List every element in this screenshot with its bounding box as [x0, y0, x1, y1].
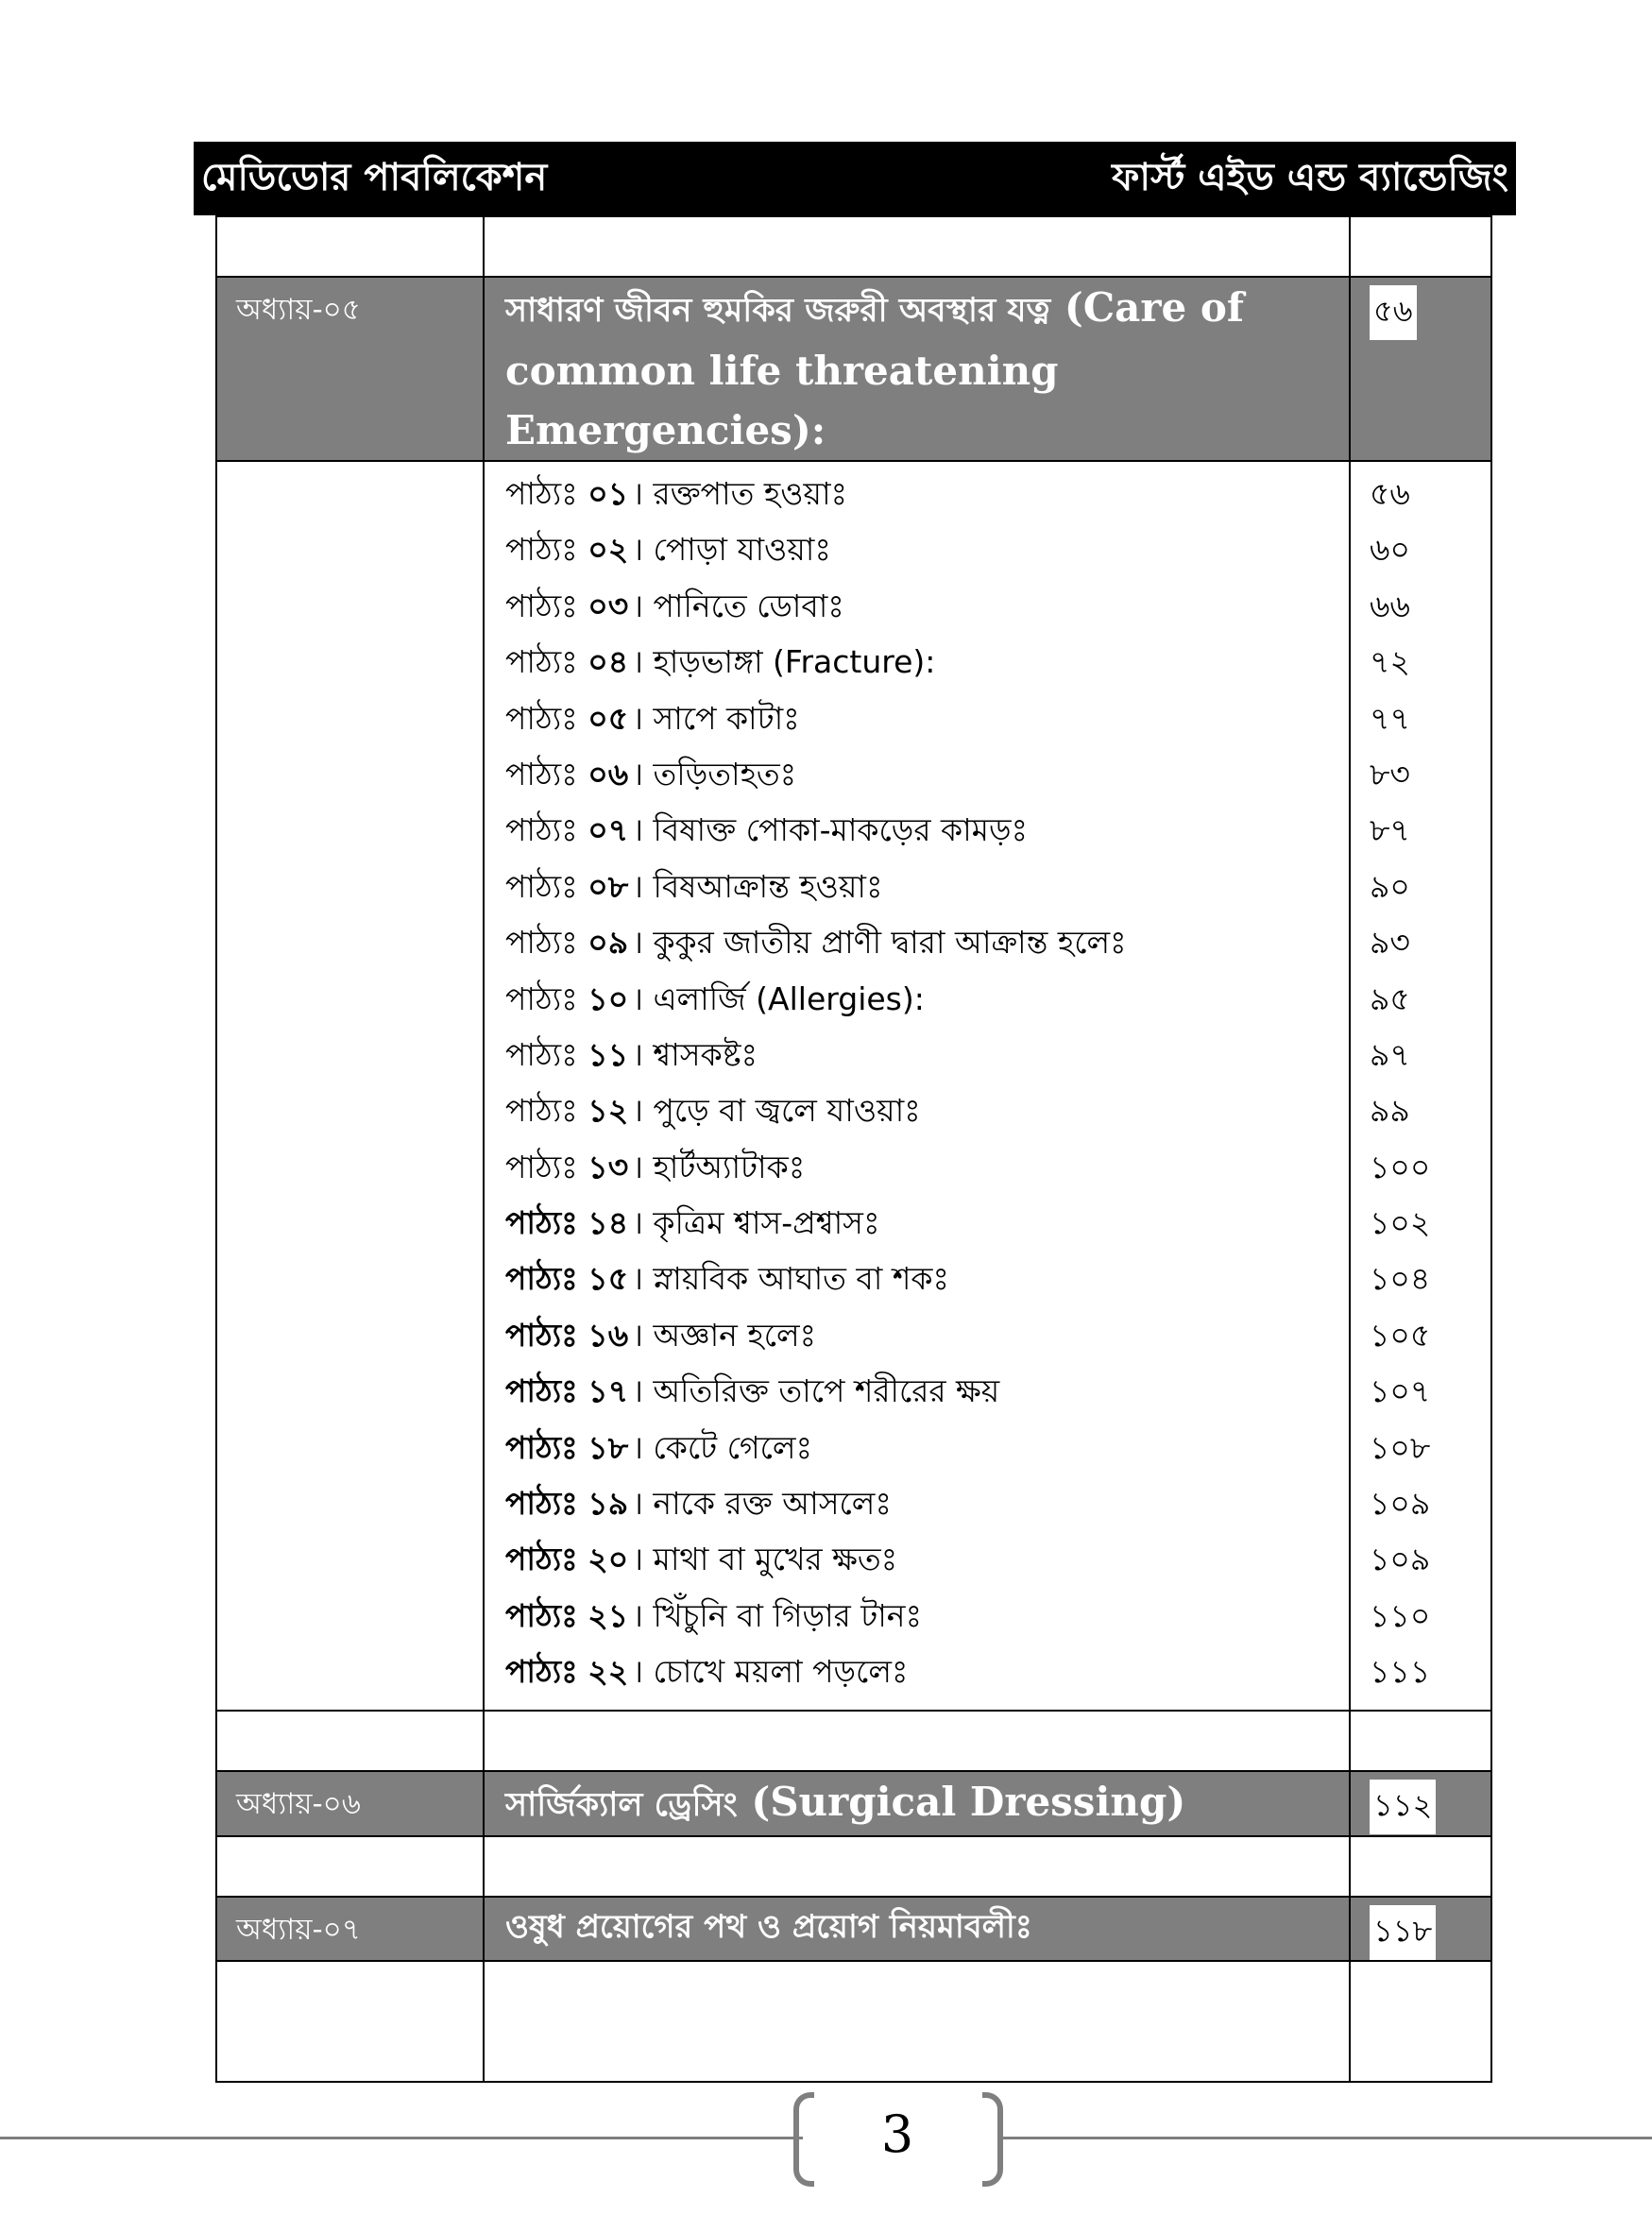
lesson-label: পাঠ্যঃ: [505, 1485, 578, 1523]
chapter-title-en: (Care of: [1050, 284, 1244, 331]
lesson-label: পাঠ্যঃ: [505, 699, 578, 737]
chapter-row-07[interactable]: [216, 1897, 1491, 1961]
chapter-title: ওষুধ প্রয়োগের পথ ও প্রয়োগ নিয়মাবলীঃ: [484, 1897, 1350, 1961]
lesson-page: ১০৮: [1370, 1428, 1431, 1466]
spacer-row: [216, 1711, 1491, 1771]
lesson-label: পাঠ্যঃ: [505, 1092, 578, 1130]
lesson-label: পাঠ্যঃ: [505, 1372, 578, 1410]
lesson-title: । বিষআক্রান্ত হওয়াঃ: [632, 867, 883, 905]
lesson-title: । পানিতে ডোবাঃ: [632, 587, 844, 624]
lesson-page: ১০৫: [1370, 1316, 1431, 1354]
lesson-item[interactable]: [505, 1027, 1349, 1082]
lesson-title: । অজ্ঞান হলেঃ: [632, 1316, 817, 1354]
lesson-item[interactable]: [505, 746, 1349, 802]
lesson-page-list: [1350, 461, 1491, 1711]
lesson-title: । তড়িতাহতঃ: [632, 755, 797, 792]
lesson-title: । সাপে কাটাঃ: [632, 699, 800, 737]
lesson-title: । নাকে রক্ত আসলেঃ: [632, 1485, 892, 1523]
lesson-label: পাঠ্যঃ: [505, 1596, 578, 1634]
lesson-page: ১০২: [1370, 1204, 1431, 1242]
lesson-item[interactable]: [505, 690, 1349, 746]
chapter-page: [1350, 1897, 1491, 1961]
lesson-label: পাঠ্যঃ: [505, 1653, 578, 1691]
lesson-number: ২২: [588, 1653, 629, 1691]
lesson-label: পাঠ্যঃ: [505, 643, 578, 681]
lesson-title: । পোড়া যাওয়াঃ: [632, 531, 831, 569]
lesson-item[interactable]: [505, 578, 1349, 634]
lesson-item[interactable]: [505, 859, 1349, 914]
chapter-label: অধ্যায়-০৫: [216, 277, 484, 461]
lesson-item[interactable]: [505, 1251, 1349, 1306]
lesson-title: । মাথা বা মুখের ক্ষতঃ: [632, 1541, 898, 1578]
lesson-page: ৬৬: [1370, 587, 1410, 624]
lesson-item[interactable]: [505, 466, 1349, 521]
lesson-number: ১৯: [588, 1485, 629, 1523]
lesson-item[interactable]: [505, 802, 1349, 858]
lesson-label: পাঠ্যঃ: [505, 1541, 578, 1578]
lesson-label: পাঠ্যঃ: [505, 1148, 578, 1185]
lesson-page: ৯৫: [1370, 980, 1410, 1017]
lesson-number: ০৭: [588, 811, 629, 849]
lesson-number: ২০: [588, 1541, 629, 1578]
lesson-item[interactable]: [505, 1363, 1349, 1419]
lesson-number: ০২: [588, 531, 629, 569]
lesson-page: ৬০: [1370, 531, 1410, 569]
lesson-item[interactable]: [505, 1644, 1349, 1699]
lesson-page: ৯০: [1370, 867, 1410, 905]
chapter-row-05[interactable]: [216, 277, 1491, 461]
lesson-title: । পুড়ে বা জ্বলে যাওয়াঃ: [632, 1092, 921, 1130]
lesson-item[interactable]: [505, 521, 1349, 577]
lesson-label: পাঠ্যঃ: [505, 980, 578, 1017]
lesson-item[interactable]: [505, 1531, 1349, 1587]
book-title: ফার্স্ট এইড এন্ড ব্যান্ডেজিং: [1112, 155, 1508, 199]
lesson-item[interactable]: [505, 1420, 1349, 1475]
lesson-label: পাঠ্যঃ: [505, 475, 578, 512]
chapter-title-bn: সাধারণ জীবন হুমকির জরুরী অবস্থার যত্ন: [505, 292, 1051, 330]
footer-line-left: [0, 2137, 803, 2139]
lesson-title: । কেটে গেলেঃ: [632, 1428, 813, 1466]
lesson-page: ১১১: [1370, 1653, 1431, 1691]
lesson-label: পাঠ্যঃ: [505, 587, 578, 624]
lesson-title: । রক্তপাত হওয়াঃ: [632, 475, 848, 512]
lesson-page: ৯৭: [1370, 1035, 1410, 1073]
lesson-page: ৭৭: [1370, 699, 1410, 737]
lesson-title: । খিঁচুনি বা গিড়ার টানঃ: [632, 1596, 923, 1634]
lesson-label: পাঠ্যঃ: [505, 755, 578, 792]
lesson-title: । কুকুর জাতীয় প্রাণী দ্বারা আক্রান্ত হলেঃ: [632, 924, 1127, 962]
chapter-title-bn: সার্জিক্যাল ড্রেসিং: [505, 1785, 738, 1824]
lesson-title: । হার্টঅ্যাটাকঃ: [632, 1148, 806, 1185]
lesson-label: পাঠ্যঃ: [505, 924, 578, 962]
lesson-number: ১৮: [588, 1428, 629, 1466]
lesson-number: ১০: [588, 980, 629, 1017]
lesson-label: পাঠ্যঃ: [505, 811, 578, 849]
spacer-row: [216, 216, 1491, 277]
lesson-item[interactable]: [505, 1588, 1349, 1644]
table-of-contents: [215, 215, 1492, 2083]
lesson-number: ১৭: [588, 1372, 629, 1410]
lesson-page: ১০৪: [1370, 1260, 1431, 1298]
chapter-page-number: ১১২: [1370, 1780, 1436, 1834]
page-number: 3: [880, 2104, 914, 2164]
lesson-number: ০৯: [588, 924, 629, 962]
lesson-number: ১৬: [588, 1316, 629, 1354]
chapter-title: [484, 277, 1350, 461]
lesson-page: ৯৩: [1370, 924, 1410, 962]
chapter-page-number: ৫৬: [1370, 285, 1417, 340]
lesson-page: ১০৭: [1370, 1372, 1431, 1410]
lesson-number: ১৪: [588, 1204, 629, 1242]
lesson-item[interactable]: [505, 1195, 1349, 1251]
lesson-item[interactable]: [505, 914, 1349, 970]
lesson-number: ২১: [588, 1596, 629, 1634]
lesson-title: । বিষাক্ত পোকা-মাকড়ের কামড়ঃ: [632, 811, 1029, 849]
lesson-number: ০৫: [588, 699, 629, 737]
lesson-list: [484, 461, 1350, 1711]
lesson-label: পাঠ্যঃ: [505, 1035, 578, 1073]
lesson-title: । অতিরিক্ত তাপে শরীরের ক্ষয়: [632, 1372, 1000, 1410]
lesson-title: । শ্বাসকষ্টঃ: [632, 1035, 758, 1073]
lesson-item[interactable]: [505, 634, 1349, 690]
lesson-title: । হাড়ভাঙ্গা (Fracture):: [632, 643, 936, 681]
chapter-page: [1350, 1771, 1491, 1836]
spacer-row: [216, 1836, 1491, 1897]
lesson-page: ৮৩: [1370, 755, 1410, 792]
lesson-label: পাঠ্যঃ: [505, 1204, 578, 1242]
lessons-row: [216, 461, 1491, 1711]
lesson-label: পাঠ্যঃ: [505, 1428, 578, 1466]
lesson-page: ১০৯: [1370, 1541, 1431, 1578]
lesson-title: । এলার্জি (Allergies):: [632, 980, 925, 1017]
lesson-number: ০৩: [588, 587, 629, 624]
lesson-number: ১২: [588, 1092, 629, 1130]
lesson-item[interactable]: [505, 1475, 1349, 1531]
lesson-label: পাঠ্যঃ: [505, 867, 578, 905]
lesson-page: ৮৭: [1370, 811, 1410, 849]
chapter-row-06[interactable]: [216, 1771, 1491, 1836]
right-brace-icon: [982, 2092, 1003, 2187]
publisher-name: মেডিডোর পাবলিকেশন: [201, 155, 548, 199]
lesson-page: ১০০: [1370, 1148, 1431, 1185]
lesson-page: ১১০: [1370, 1596, 1431, 1634]
chapter-label: অধ্যায়-০৬: [216, 1771, 484, 1836]
lesson-item[interactable]: [505, 1139, 1349, 1195]
lesson-page: ৭২: [1370, 643, 1410, 681]
lesson-title: । কৃত্রিম শ্বাস-প্রশ্বাসঃ: [632, 1204, 880, 1242]
lesson-label: পাঠ্যঃ: [505, 1260, 578, 1298]
chapter-page-number: ১১৮: [1370, 1905, 1436, 1960]
lesson-number: ০১: [588, 475, 629, 512]
lesson-number: ০৮: [588, 867, 629, 905]
lesson-item[interactable]: [505, 1307, 1349, 1363]
chapter-title: [484, 1771, 1350, 1836]
lesson-item[interactable]: [505, 1082, 1349, 1138]
lesson-number: ০৪: [588, 643, 629, 681]
lesson-number: ০৬: [588, 755, 629, 792]
left-brace-icon: [793, 2092, 814, 2187]
page-header: [194, 142, 1516, 215]
lesson-item[interactable]: [505, 971, 1349, 1027]
lesson-label: পাঠ্যঃ: [505, 1316, 578, 1354]
chapter-title-en: (Surgical Dressing): [737, 1778, 1186, 1825]
chapter-label: অধ্যায়-০৭: [216, 1897, 484, 1961]
lesson-page: ৯৯: [1370, 1092, 1410, 1130]
chapter-title-en-2: common life threatening Emergencies):: [505, 348, 1059, 453]
footer-line-right: [997, 2137, 1652, 2139]
lesson-number: ১১: [588, 1035, 629, 1073]
chapter-page: [1350, 277, 1491, 461]
lesson-number: ১৩: [588, 1148, 629, 1185]
lesson-page: ১০৯: [1370, 1485, 1431, 1523]
lesson-title: । চোখে ময়লা পড়লেঃ: [632, 1653, 909, 1691]
lesson-label: পাঠ্যঃ: [505, 531, 578, 569]
lesson-page: ৫৬: [1370, 475, 1410, 512]
lesson-number: ১৫: [588, 1260, 629, 1298]
empty-row: [216, 1961, 1491, 2082]
lesson-title: । স্নায়বিক আঘাত বা শকঃ: [632, 1260, 950, 1298]
